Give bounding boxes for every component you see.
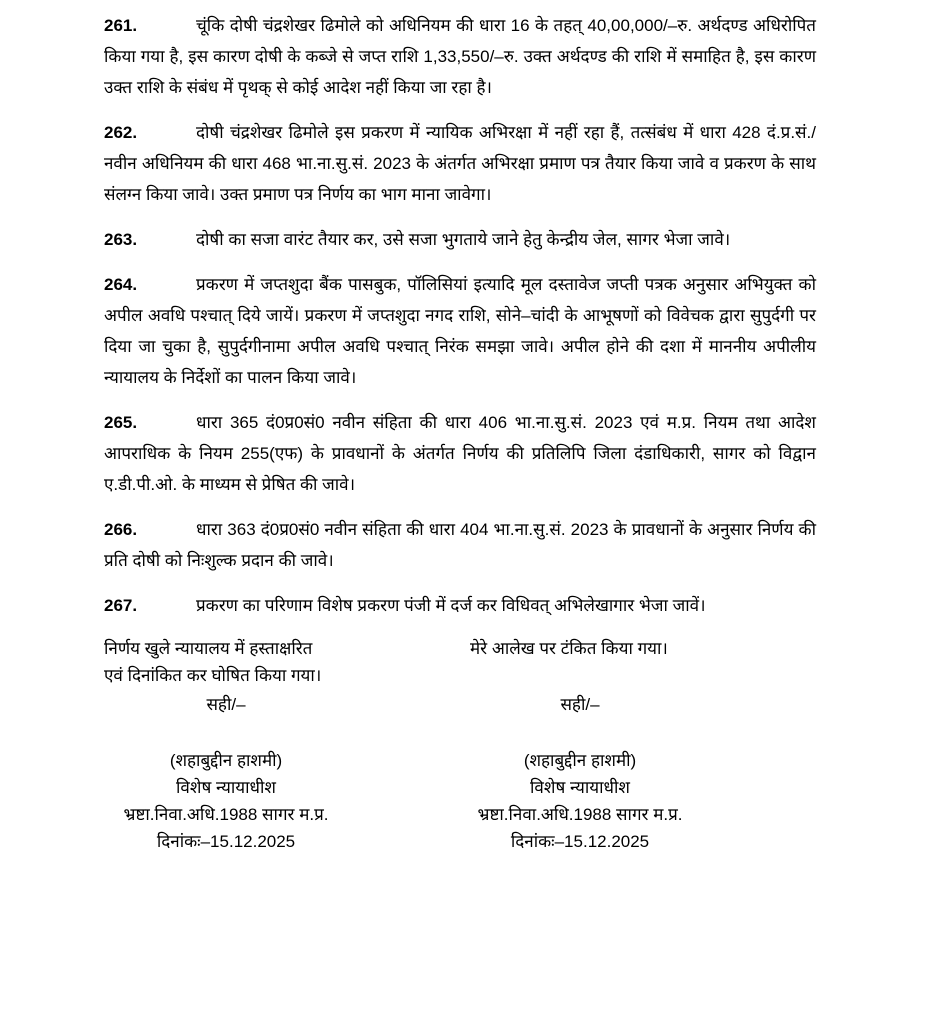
signature-statements [104,635,816,693]
signature-date: दिनांकः–15.12.2025 [510,832,650,851]
paragraph-number: 263. [104,230,138,249]
paragraph-number: 267. [104,596,138,615]
typed-statement: मेरे आलेख पर टंकित किया गया। [470,639,668,658]
paragraph-number: 262. [104,123,138,142]
signed-mark: सही/– [206,695,246,714]
paragraph-text: चूंकि दोषी चंद्रशेखर ढिमोले को अधिनियम की धारा 16 के तहत् 40,00,000/–रु. अर्थदण्ड अधिरोपित किया गया है, इस कारण दोषी के कब्जे से जप्त राशि 1,33,550/–रु. उक्त अर्थदण्ड की राशि में समाहित है, इस कारण उक्त राशि के संबंध में पृथक् से कोई आदेश नहीं किया जा रहा है। [104,16,816,97]
signed-mark: सही/– [560,695,600,714]
paragraph-number: 261. [104,16,138,35]
paragraph-text: दोषी चंद्रशेखर ढिमोले इस प्रकरण में न्यायिक अभिरक्षा में नहीं रहा हैं, तत्संबंध में धारा 428 दं.प्र.सं./नवीन अधिनियम की धारा 468 भा.ना.सु.सं. 2023 के अंतर्गत अभिरक्षा प्रमाण पत्र तैयार किया जावे व प्रकरण के साथ संलग्न किया जावे। उक्त प्रमाण पत्र निर्णय का भाग माना जावेगा। [104,123,816,204]
judge-designation: विशेष न्यायाधीश [176,778,276,797]
judge-name: (शहाबुद्दीन हाशमी) [169,751,283,770]
paragraph-text: धारा 363 दं0प्र0सं0 नवीन संहिता की धारा 404 भा.ना.सु.सं. 2023 के प्रावधानों के अनुसार निर्णय की प्रति दोषी को निःशुल्क प्रदान की जावे। [104,520,816,570]
paragraph-text: प्रकरण में जप्तशुदा बैंक पासबुक, पॉलिसियां इत्यादि मूल दस्तावेज जप्ती पत्रक अनुसार अभियुक्त को अपील अवधि पश्चात् दिये जायें। प्रकरण में जप्तशुदा नगद राशि, सोने–चांदी के आभूषणों को विवेचक द्वारा सुपुर्दगी पर दिया जा चुका है, सुपुर्दगीनामा अपील अवधि पश्चात् निरंक समझा जावे। अपील होने की दशा में माननीय अपीलीय न्यायालय के निर्देशों का पालन किया जावे। [104,275,816,387]
paragraph-266 [104,514,816,576]
paragraph-text: धारा 365 दं0प्र0सं0 नवीन संहिता की धारा 406 भा.ना.सु.सं. 2023 एवं म.प्र. नियम तथा आदेश आपराधिक के नियम 255(एफ) के प्रावधानों के अंतर्गत निर्णय की प्रतिलिपि जिला दंडाधिकारी, सागर को विद्वान ए.डी.पी.ओ. के माध्यम से प्रेषित की जावे। [104,413,816,494]
judge-name: (शहाबुद्दीन हाशमी) [523,751,637,770]
paragraph-text: प्रकरण का परिणाम विशेष प्रकरण पंजी में दर्ज कर विधिवत् अभिलेखागार भेजा जावें। [196,596,706,615]
court-name: भ्रष्टा.निवा.अधि.1988 सागर म.प्र. [477,805,683,824]
paragraph-text: दोषी का सजा वारंट तैयार कर, उसे सजा भुगताये जाने हेतु केन्द्रीय जेल, सागर भेजा जावे। [196,230,731,249]
paragraph-265 [104,407,816,500]
signature-block-right [430,693,730,855]
signature-block-left [76,693,376,855]
court-name: भ्रष्टा.निवा.अधि.1988 सागर म.प्र. [123,805,329,824]
paragraph-number: 264. [104,275,138,294]
pronouncement-line-1: निर्णय खुले न्यायालय में हस्ताक्षरित [104,639,313,658]
paragraph-number: 266. [104,520,138,539]
judge-designation: विशेष न्यायाधीश [530,778,630,797]
paragraph-261 [104,10,816,103]
signature-blocks [104,693,816,863]
paragraph-262 [104,117,816,210]
paragraph-263 [104,224,816,255]
pronouncement-statement [104,635,464,689]
judgment-page [104,10,816,863]
paragraph-267 [104,590,816,621]
paragraph-264 [104,269,816,393]
signature-date: दिनांकः–15.12.2025 [156,832,296,851]
paragraph-number: 265. [104,413,138,432]
pronouncement-line-2: एवं दिनांकित कर घोषित किया गया। [104,666,322,685]
